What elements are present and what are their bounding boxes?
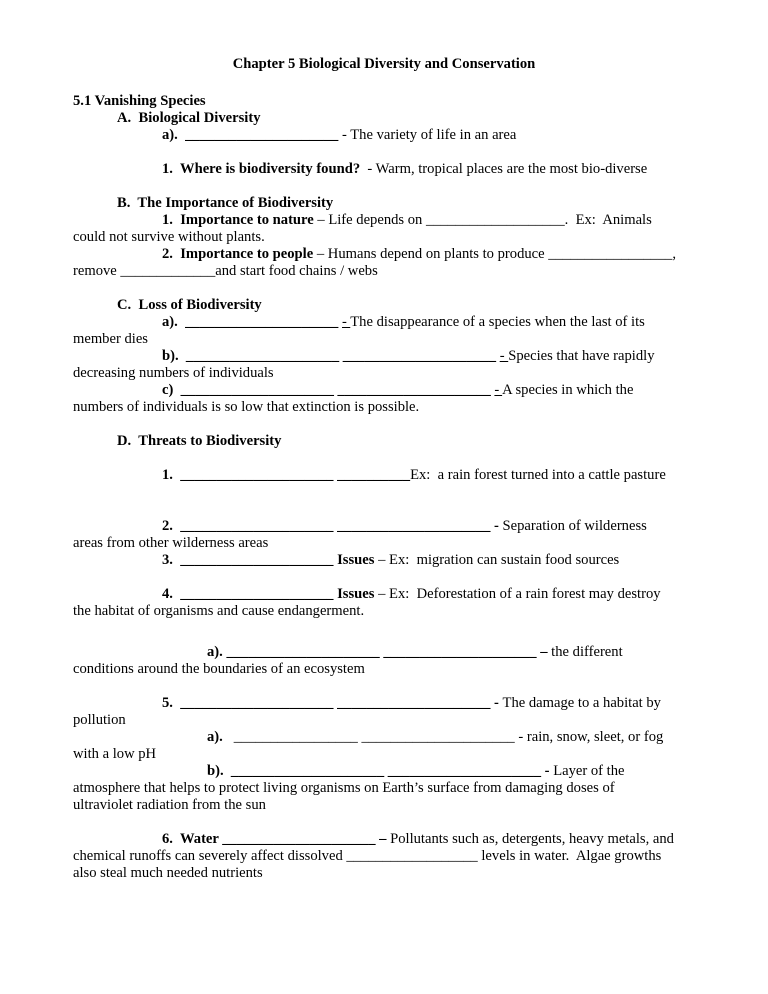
item-c-b: b). _____________________ _____________________ - Species that have rapidly xyxy=(162,348,655,364)
heading-d: D. Threats to Biodiversity xyxy=(117,433,282,449)
item-d-5: 5. _____________________ _____________________ - The damage to a habitat by xyxy=(162,695,661,711)
item-c-c: c) _____________________ _____________________ - A species in which the xyxy=(162,382,634,398)
item-d-4-a: a). _____________________ _____________________ – the different xyxy=(207,644,623,660)
item-d-5-b: b). _____________________ _____________________ - Layer of the xyxy=(207,763,625,779)
item-d-5-a: a). _________________ _____________________ - rain, snow, sleet, or fog xyxy=(207,729,664,745)
heading-c: C. Loss of Biodiversity xyxy=(117,297,262,313)
item-c-a: a). _____________________ - The disappearance of a species when the last of its xyxy=(162,314,645,330)
item-d-6-cont-2: also steal much needed nutrients xyxy=(73,865,263,881)
item-a-1: 1. Where is biodiversity found? - Warm, tropical places are the most bio-diverse xyxy=(162,161,648,177)
item-d-6-cont-1: chemical runoffs can severely affect dissolved __________________ levels in water. Algae growths xyxy=(73,848,662,864)
item-d-4-a-cont: conditions around the boundaries of an ecosystem xyxy=(73,661,365,677)
item-a-a: a). _____________________ - The variety of life in an area xyxy=(162,127,517,143)
item-d-5-b-cont-2: ultraviolet radiation from the sun xyxy=(73,797,266,813)
item-d-5-a-cont: with a low pH xyxy=(73,746,157,762)
item-c-a-cont: member dies xyxy=(73,331,148,347)
item-d-3: 3. _____________________ Issues – Ex: migration can sustain food sources xyxy=(162,552,620,568)
item-c-b-cont: decreasing numbers of individuals xyxy=(73,365,274,381)
heading-b: B. The Importance of Biodiversity xyxy=(117,195,334,211)
item-b-2: 2. Importance to people – Humans depend on plants to produce _________________, xyxy=(162,246,676,262)
item-c-c-cont: numbers of individuals is so low that extinction is possible. xyxy=(73,399,420,415)
item-d-5-b-cont-1: atmosphere that helps to protect living organisms on Earth’s surface from damaging doses of xyxy=(73,780,615,796)
page-title: Chapter 5 Biological Diversity and Conservation xyxy=(232,56,536,72)
item-d-2-cont: areas from other wilderness areas xyxy=(73,535,269,551)
heading-a: A. Biological Diversity xyxy=(117,110,261,126)
item-d-4-cont: the habitat of organisms and cause endangerment. xyxy=(73,603,365,619)
item-b-1: 1. Importance to nature – Life depends on ___________________. Ex: Animals xyxy=(162,212,652,228)
item-b-1-cont: could not survive without plants. xyxy=(73,229,265,245)
item-d-2: 2. _____________________ _____________________ - Separation of wilderness xyxy=(162,518,647,534)
item-d-4: 4. _____________________ Issues – Ex: Deforestation of a rain forest may destroy xyxy=(162,586,661,602)
item-d-5-cont: pollution xyxy=(73,712,126,728)
item-b-2-cont: remove _____________and start food chains / webs xyxy=(73,263,378,279)
item-d-1: 1. _____________________ __________Ex: a rain forest turned into a cattle pasture xyxy=(162,467,666,483)
section-heading: 5.1 Vanishing Species xyxy=(73,93,206,109)
item-d-6: 6. Water _____________________ – Pollutants such as, detergents, heavy metals, and xyxy=(162,831,674,847)
